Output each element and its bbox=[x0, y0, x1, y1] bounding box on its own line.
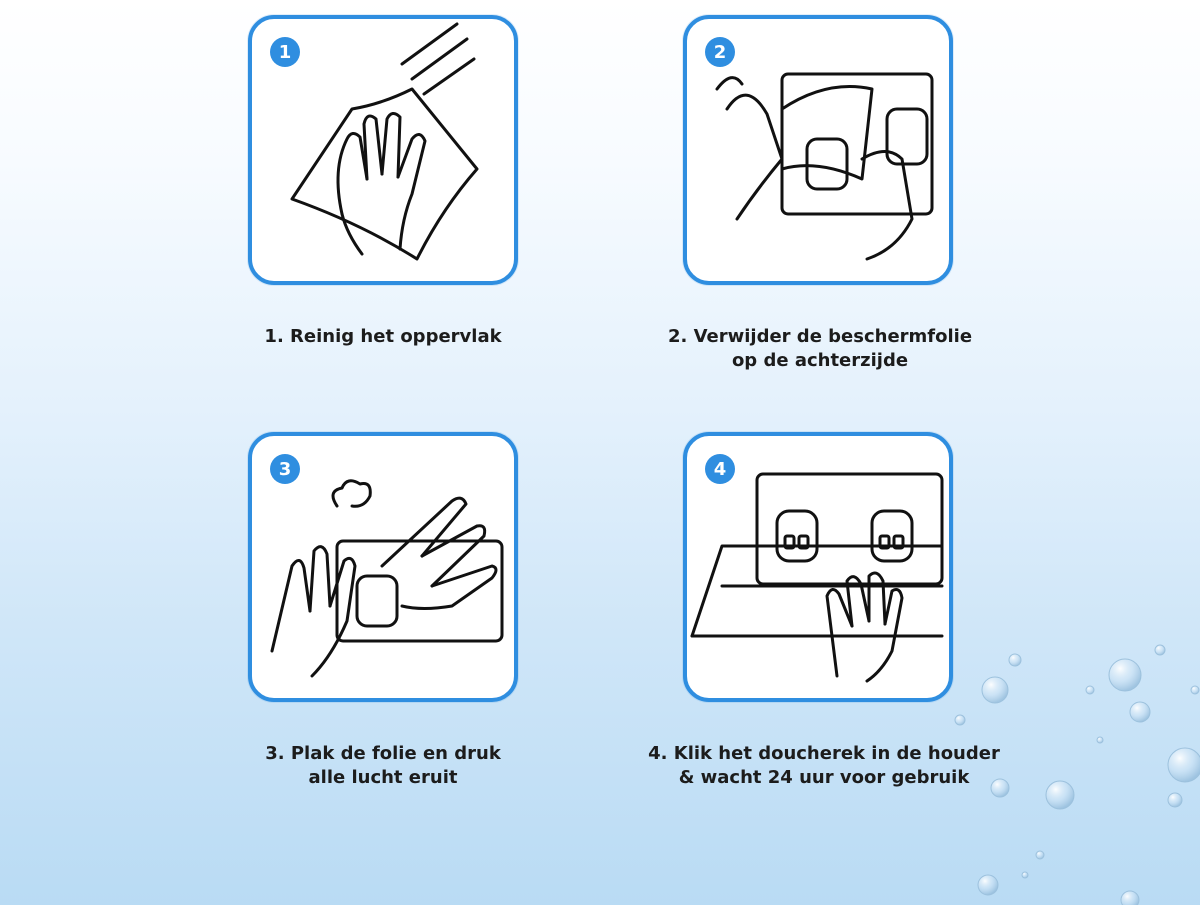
step-number-badge: 1 bbox=[270, 37, 300, 67]
caption-line: 3. Plak de folie en druk bbox=[265, 743, 501, 764]
caption-line: op de achterzijde bbox=[731, 350, 909, 371]
caption-line: alle lucht eruit bbox=[308, 767, 458, 788]
caption-line: 4. Klik het doucherek in de houder bbox=[648, 743, 1000, 764]
caption-line: 1. Reinig het oppervlak bbox=[264, 326, 502, 347]
step-number-badge: 3 bbox=[270, 454, 300, 484]
caption-line: & wacht 24 uur voor gebruik bbox=[678, 767, 970, 788]
step-number-badge: 4 bbox=[705, 454, 735, 484]
step-number-badge: 2 bbox=[705, 37, 735, 67]
caption-line: 2. Verwijder de beschermfolie bbox=[667, 326, 973, 347]
